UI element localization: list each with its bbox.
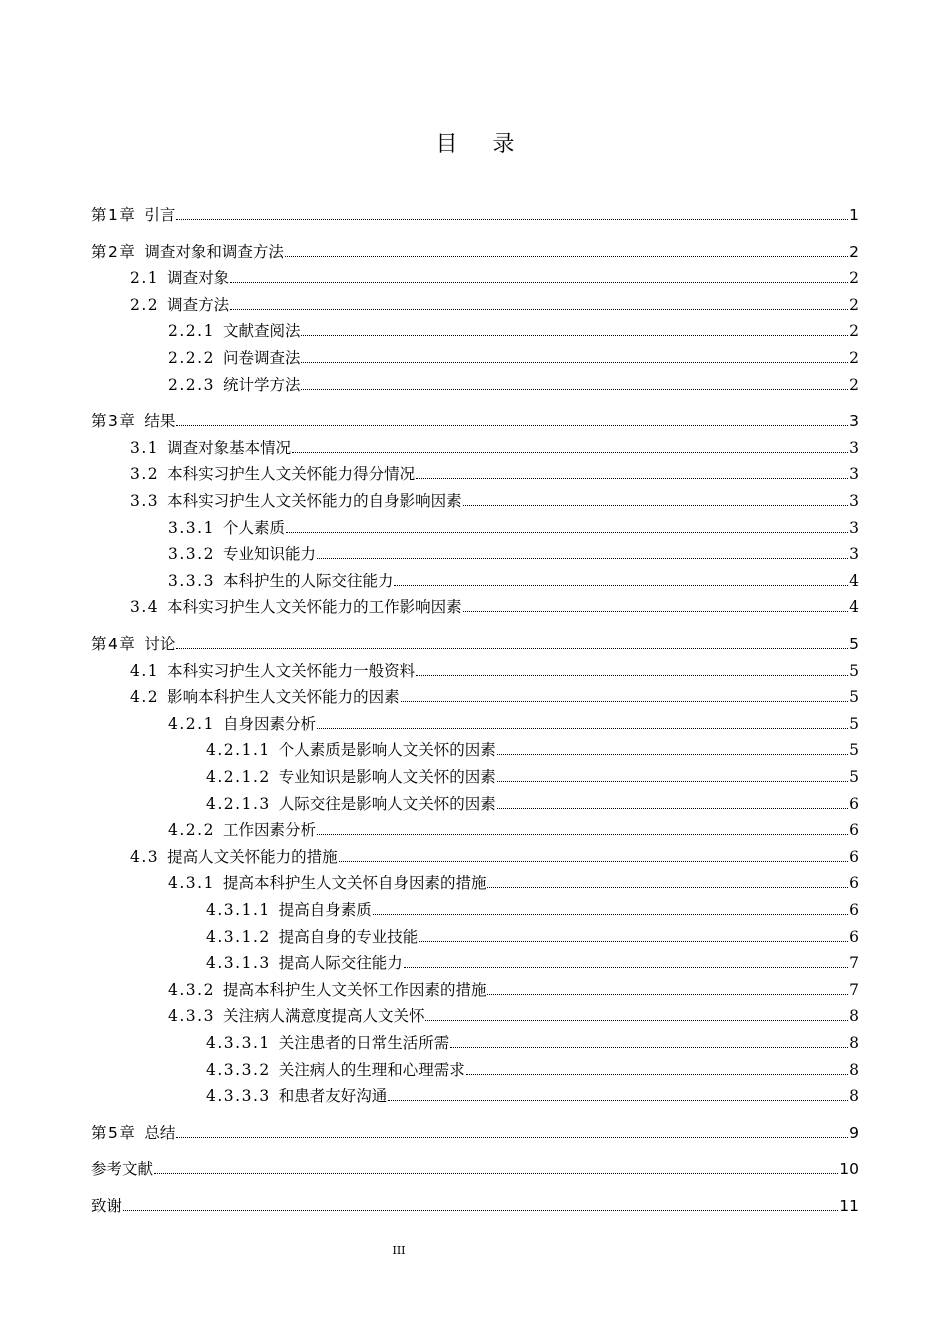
toc-entry-title: 关注病人满意度提高人文关怀 [222,1007,425,1026]
toc-entry-title: 总结 [144,1123,176,1142]
toc-entry-page: 2 [849,269,859,288]
toc-entry[interactable] [91,240,859,262]
toc-entry-page: 3 [849,438,859,457]
toc-dot-leader [317,558,848,559]
toc-entry[interactable] [168,978,859,1000]
toc-entry-page: 5 [849,714,859,733]
toc-entry-number: 4.3.3.2 [206,1060,271,1079]
page-number-footer: III [392,1244,406,1257]
toc-dot-leader [176,648,848,649]
toc-entry-title: 提高人际交往能力 [278,954,403,973]
toc-dot-leader [317,728,848,729]
toc-entry[interactable] [206,1084,859,1106]
toc-entry[interactable] [130,685,859,707]
toc-entry-number: 4.3.1.2 [206,927,271,946]
toc-entry-page: 10 [839,1160,859,1179]
toc-entry-page: 3 [849,491,859,510]
toc-entry-number: 4.1 [130,661,160,680]
toc-entry-number: 第5章 [91,1123,137,1142]
toc-dot-leader [466,1074,848,1075]
toc-dot-leader [450,1047,848,1048]
toc-entry-page: 2 [849,348,859,367]
toc-dot-leader [286,532,848,533]
toc-entry-title: 自身因素分析 [222,714,316,733]
toc-entry-page: 8 [849,1033,859,1052]
toc-entry-number: 4.3.1.1 [206,900,271,919]
toc-entry[interactable] [168,712,859,734]
toc-entry-number: 2.2 [130,295,160,314]
toc-entry-page: 1 [849,206,859,224]
toc-dot-leader [123,1210,838,1211]
toc-dot-leader [230,309,848,310]
toc-entry-title: 工作因素分析 [222,821,316,840]
toc-entry[interactable] [168,871,859,893]
toc-entry[interactable] [130,845,859,867]
toc-entry-title: 讨论 [144,634,176,653]
toc-entry[interactable] [130,595,859,617]
toc-entry[interactable] [206,738,859,760]
toc-entry[interactable] [130,489,859,511]
toc-entry-page: 5 [849,634,859,653]
toc-entry-page: 5 [849,661,859,680]
toc-dot-leader [394,585,848,586]
toc-entry-title: 调查对象 [167,269,230,288]
toc-dot-leader [176,1137,848,1138]
toc-entry-title: 问卷调查法 [222,348,301,367]
toc-entry-page: 6 [849,821,859,840]
toc-entry-number: 4.3.1.3 [206,954,271,973]
toc-entry-page: 8 [849,1007,859,1026]
toc-entry-title: 提高人文关怀能力的措施 [167,847,338,866]
toc-entry-page: 9 [849,1123,859,1142]
toc-entry-title: 关注病人的生理和心理需求 [278,1060,465,1079]
toc-entry-title: 和患者友好沟通 [278,1087,388,1106]
toc-entry[interactable] [130,436,859,458]
toc-entry[interactable] [91,1157,859,1179]
toc-entry-title: 本科实习护生人文关怀能力得分情况 [167,465,416,484]
toc-entry-number: 3.3 [130,491,160,510]
toc-dot-leader [487,994,848,995]
toc-entry-title: 文献查阅法 [222,322,301,341]
toc-entry-title: 调查对象基本情况 [167,438,292,457]
toc-entry-number: 4.3.3.3 [206,1087,271,1106]
toc-entry[interactable] [168,542,859,564]
toc-entry-title: 调查对象和调查方法 [144,242,284,261]
toc-entry-number: 2.2.1 [168,322,215,341]
toc-dot-leader [301,335,848,336]
toc-dot-leader [230,282,848,283]
toc-entry[interactable] [91,1121,859,1143]
toc-entry-title: 本科实习护生人文关怀能力的自身影响因素 [167,491,462,510]
toc-entry-number: 4.2.1.2 [206,767,271,786]
toc-entry-page: 2 [849,295,859,314]
toc-entry-number: 3.3.2 [168,545,215,564]
toc-entry[interactable] [130,266,859,288]
toc-entry-page: 7 [849,980,859,999]
toc-entry-number: 4.3.3.1 [206,1033,271,1052]
toc-entry-title: 提高自身的专业技能 [278,927,419,946]
toc-entry-page: 2 [849,322,859,341]
toc-entry[interactable] [206,951,859,973]
toc-entry-page: 11 [839,1196,859,1215]
toc-entry-title: 提高自身素质 [278,900,372,919]
toc-entry-number: 第1章 [91,206,137,224]
toc-entry[interactable] [206,1058,859,1080]
toc-entry-title: 本科护生的人际交往能力 [222,571,394,590]
toc-entry-title: 致谢 [91,1196,123,1215]
toc-entry-number: 3.3.3 [168,571,215,590]
toc-entry-page: 6 [849,900,859,919]
toc-entry-title: 提高本科护生人文关怀工作因素的措施 [222,980,487,999]
toc-entry-number: 3.3.1 [168,518,215,537]
toc-entry-number: 4.2.1.1 [206,741,271,760]
toc-entry-number: 2.2.2 [168,348,215,367]
toc-entry-page: 3 [849,518,859,537]
toc-dot-leader [317,834,848,835]
toc-dot-leader [416,675,848,676]
toc-entry[interactable] [91,409,859,431]
toc-entry[interactable] [206,898,859,920]
toc-entry-number: 3.1 [130,438,160,457]
toc-dot-leader [463,505,848,506]
toc-entry-title: 引言 [144,206,176,224]
toc-entry-number: 第4章 [91,634,137,653]
toc-dot-leader [497,754,848,755]
toc-entry-title: 专业知识是影响人文关怀的因素 [278,767,496,786]
toc-entry[interactable] [206,765,859,787]
toc-entry-page: 5 [849,767,859,786]
toc-entry-page: 6 [849,874,859,893]
toc-entry[interactable] [168,516,859,538]
toc-dot-leader [176,425,848,426]
toc-entry-title: 关注患者的日常生活所需 [278,1033,450,1052]
toc-entry[interactable] [168,1004,859,1026]
toc-entry[interactable] [168,346,859,368]
toc-entry[interactable] [168,319,859,341]
toc-entry-page: 2 [849,375,859,394]
toc-entry-page: 5 [849,741,859,760]
toc-entry[interactable] [91,632,859,654]
toc-entry-page: 4 [849,571,859,590]
toc-dot-leader [339,861,848,862]
toc-entry[interactable] [168,569,859,591]
toc-entry-number: 4.2 [130,688,160,707]
toc-dot-leader [301,362,848,363]
toc-dot-leader [154,1173,838,1174]
toc-dot-leader [419,941,848,942]
toc-dot-leader [301,389,848,390]
toc-entry[interactable] [206,925,859,947]
toc-entry-number: 第2章 [91,242,137,261]
toc-dot-leader [404,967,848,968]
toc-dot-leader [388,1100,848,1101]
toc-entry-title: 个人素质是影响人文关怀的因素 [278,741,496,760]
toc-entry-number: 3.2 [130,465,160,484]
toc-dot-leader [497,781,848,782]
toc-entry[interactable] [206,1031,859,1053]
toc-entry[interactable] [168,818,859,840]
toc-entry[interactable] [168,373,859,395]
toc-entry-number: 2.1 [130,269,160,288]
toc-entry-title: 专业知识能力 [222,545,316,564]
toc-entry-title: 本科实习护生人文关怀能力的工作影响因素 [167,598,462,617]
toc-entry-title: 提高本科护生人文关怀自身因素的措施 [222,874,487,893]
toc-entry-number: 4.3.3 [168,1007,215,1026]
toc-entry-number: 4.3.1 [168,874,215,893]
toc-dot-leader [416,478,848,479]
toc-dot-leader [463,611,848,612]
toc-dot-leader [401,701,848,702]
toc-entry[interactable] [91,203,859,225]
toc-entry[interactable] [91,1194,859,1216]
toc-entry-number: 4.2.1 [168,714,215,733]
toc-dot-leader [497,808,848,809]
toc-entry-number: 第3章 [91,412,137,431]
toc-entry-page: 5 [849,688,859,707]
toc-entry[interactable] [130,293,859,315]
toc-entry-title: 结果 [144,412,176,431]
toc-entry-page: 3 [849,545,859,564]
toc-entry-page: 6 [849,927,859,946]
toc-entry-page: 3 [849,412,859,431]
toc-entry-page: 8 [849,1087,859,1106]
toc-entry-page: 7 [849,954,859,973]
toc-dot-leader [373,914,848,915]
toc-entry-number: 2.2.3 [168,375,215,394]
toc-entry-number: 4.2.2 [168,821,215,840]
toc-entry-page: 3 [849,465,859,484]
toc-entry[interactable] [130,659,859,681]
toc-entry-title: 调查方法 [167,295,230,314]
toc-entry-page: 6 [849,847,859,866]
toc-entry-title: 参考文献 [91,1160,154,1179]
toc-entry-number: 4.3 [130,847,160,866]
toc-entry-page: 8 [849,1060,859,1079]
toc-entry-title: 本科实习护生人文关怀能力一般资料 [167,661,416,680]
toc-entry-number: 3.4 [130,598,160,617]
toc-dot-leader [425,1020,848,1021]
toc-entry-number: 4.3.2 [168,980,215,999]
toc-dot-leader [285,256,848,257]
toc-entry-title: 影响本科护生人文关怀能力的因素 [167,688,400,707]
toc-entry[interactable] [130,462,859,484]
toc-dot-leader [487,887,848,888]
toc-entry-page: 2 [849,242,859,261]
toc-entry-title: 个人素质 [222,518,285,537]
toc-entry-page: 4 [849,598,859,617]
toc-dot-leader [292,452,848,453]
toc-dot-leader [176,219,848,220]
toc-entry-title: 统计学方法 [222,375,301,394]
toc-entry-page: 6 [849,794,859,813]
toc-entry[interactable] [206,792,859,814]
toc-entry-title: 人际交往是影响人文关怀的因素 [278,794,496,813]
toc-title: 目 录 [435,132,529,157]
toc-entry-number: 4.2.1.3 [206,794,271,813]
